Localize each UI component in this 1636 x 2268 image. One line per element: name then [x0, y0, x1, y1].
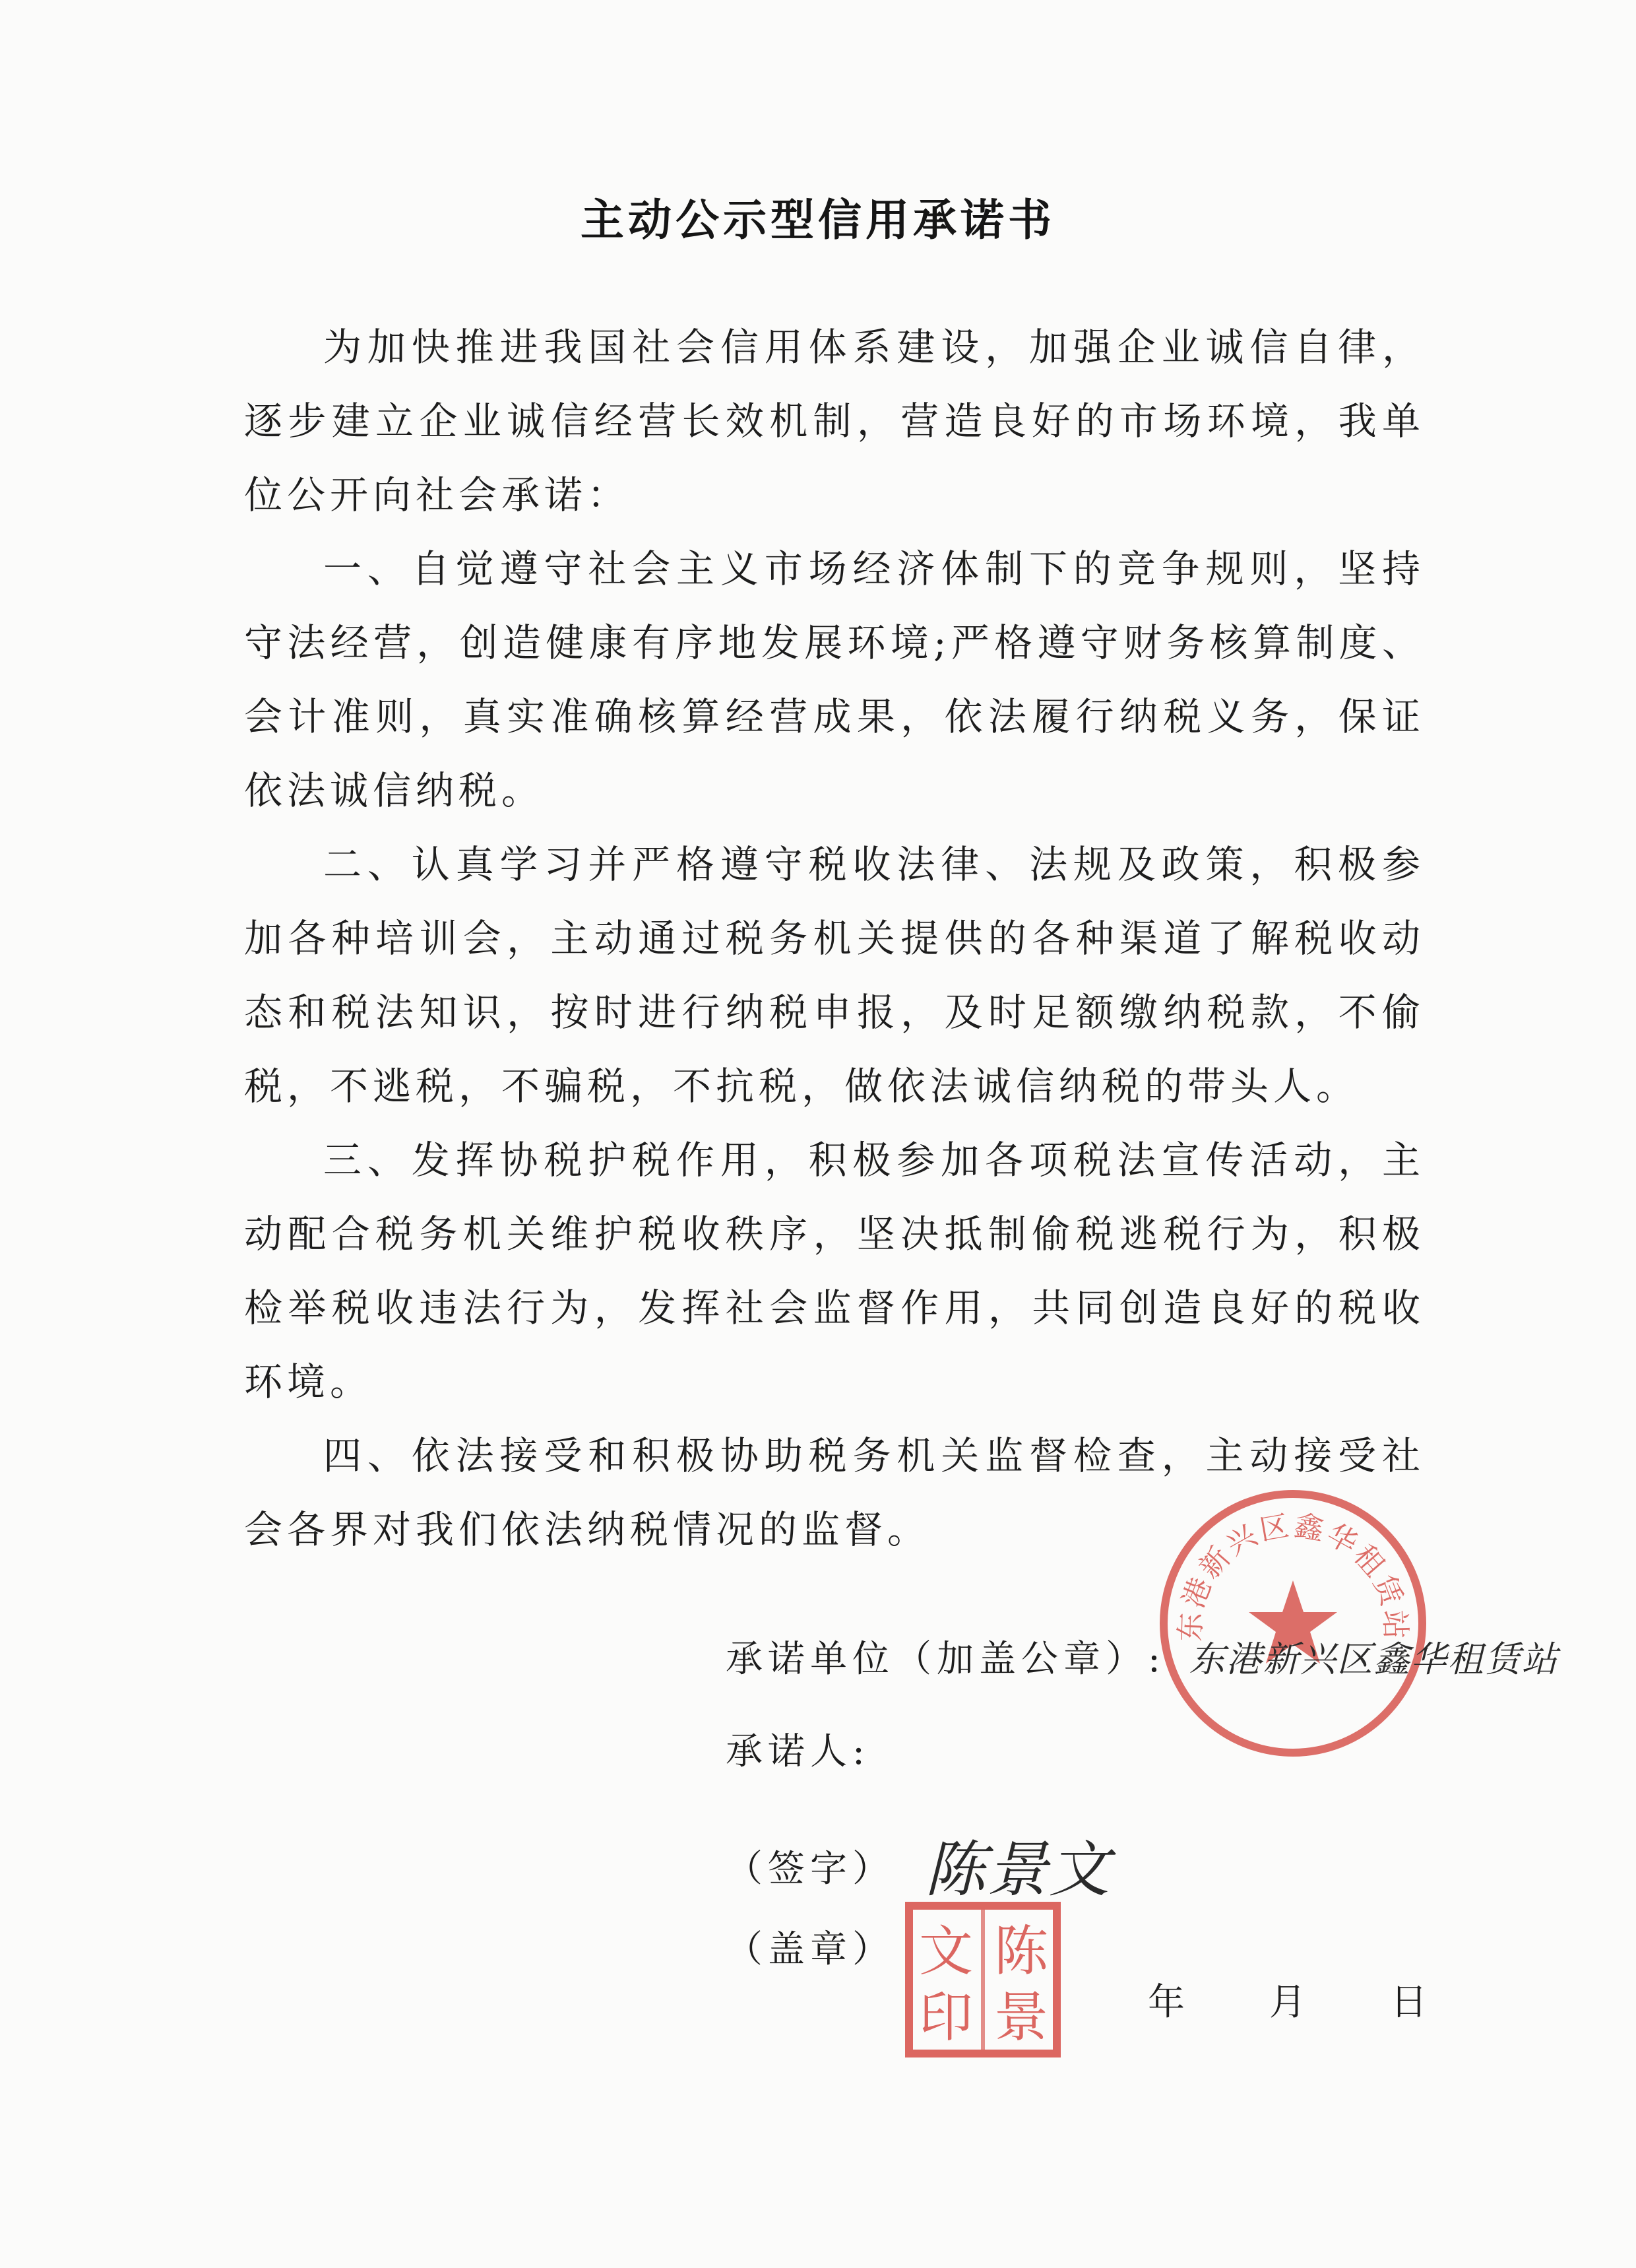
company-seal-stamp [1154, 1485, 1432, 1762]
seal-label: （盖章） [726, 1928, 895, 1971]
signature-handwritten: 陈景文 [924, 1834, 1111, 1905]
svg-text:东港新兴区鑫华租赁站: 东港新兴区鑫华租赁站 [1174, 1508, 1412, 1642]
commitment-two: 二、认真学习并严格遵守税收法律、法规及政策，积极参加各种培训会，主动通过税务机关提供的各种渠道了解税收动态和税法知识，按时进行纳税申报，及时足额缴纳税款，不偷税，不逃税，不骗税，不抗税，做依法诚信纳税的带头人。 [244, 842, 1425, 1109]
date-year: 年 [1148, 1981, 1185, 2024]
document-title: 主动公示型信用承诺书 [581, 194, 1055, 245]
document-body [244, 310, 1425, 1567]
unit-row [726, 1630, 1559, 1683]
svg-text:陈: 陈 [993, 1920, 1049, 1983]
unit-label: 承诺单位（加盖公章）: [726, 1638, 1166, 1681]
personal-seal-stamp [904, 1900, 1062, 2059]
date-day: 日 [1390, 1981, 1428, 2024]
svg-text:景: 景 [993, 1986, 1049, 2049]
person-row [726, 1722, 870, 1775]
svg-text:印: 印 [918, 1986, 974, 2049]
svg-text:文: 文 [918, 1920, 974, 1983]
sign-row [726, 1821, 1111, 1908]
sign-label: （签字） [726, 1848, 895, 1891]
unit-handwritten: 东港新兴区鑫华租赁站 [1189, 1638, 1559, 1680]
seal-row [726, 1920, 895, 1973]
person-label: 承诺人: [726, 1730, 870, 1773]
date-month: 月 [1269, 1981, 1306, 2024]
date-line [1148, 1973, 1500, 2026]
intro-paragraph: 为加快推进我国社会信用体系建设，加强企业诚信自律，逐步建立企业诚信经营长效机制，营造良好的市场环境，我单位公开向社会承诺： [244, 325, 1425, 517]
commitment-three: 三、发挥协税护税作用，积极参加各项税法宣传活动，主动配合税务机关维护税收秩序，坚决抵制偷税逃税行为，积极检举税收违法行为，发挥社会监督作用，共同创造良好的税收环境。 [244, 1138, 1425, 1404]
commitment-four: 四、依法接受和积极协助税务机关监督检查，主动接受社会各界对我们依法纳税情况的监督。 [244, 1433, 1425, 1552]
commitment-one: 一、自觉遵守社会主义市场经济体制下的竞争规则，坚持守法经营，创造健康有序地发展环境;严格遵守财务核算制度、会计准则，真实准确核算经营成果，依法履行纳税义务，保证依法诚信纳税。 [244, 546, 1425, 813]
